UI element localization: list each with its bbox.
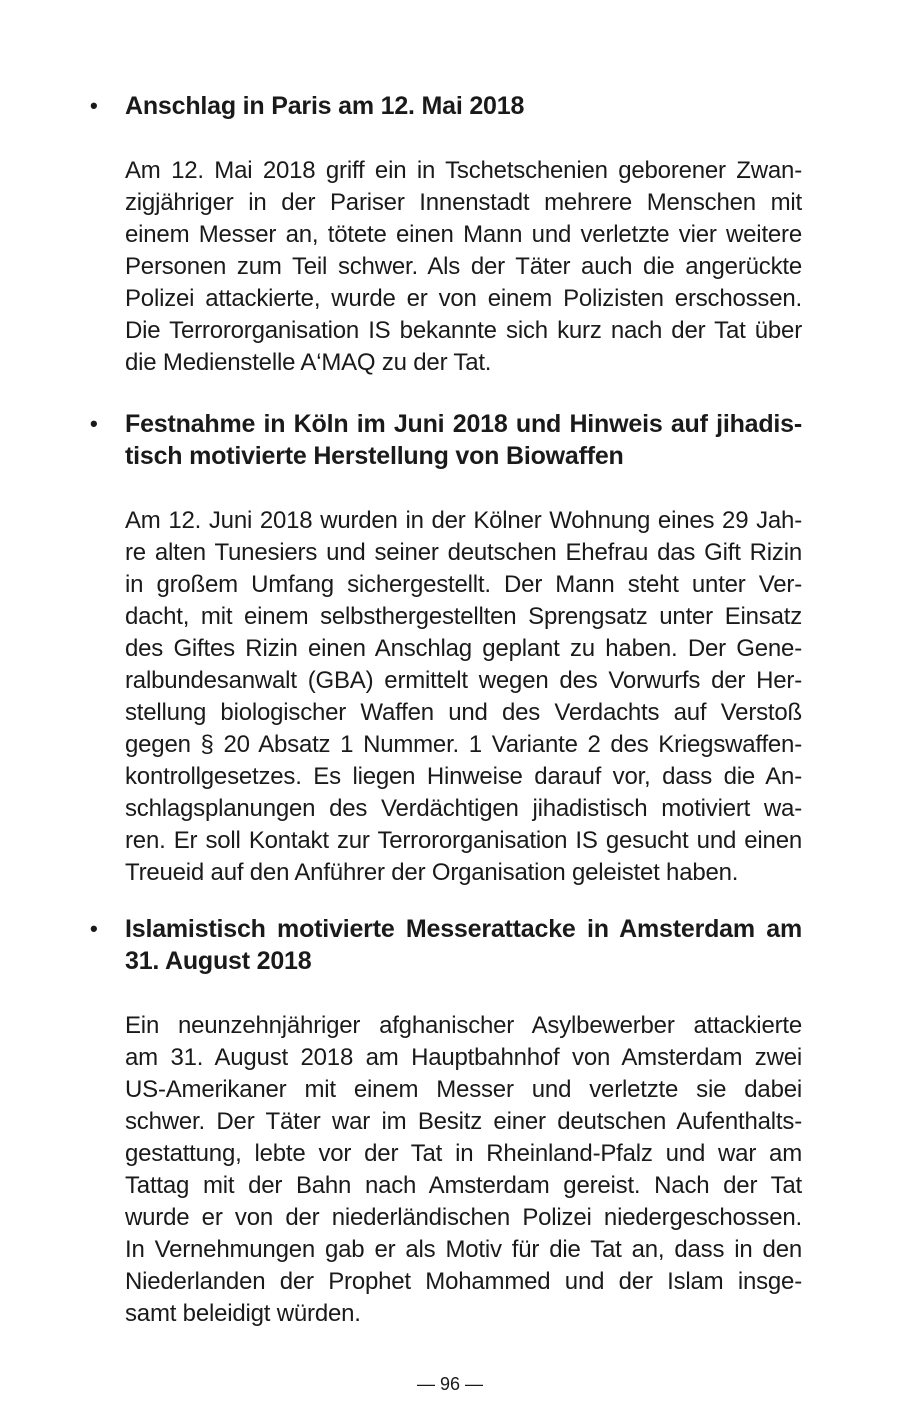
body-line: re alten Tunesiers und seiner deutschen Ehefrau das Gift Rizin — [125, 539, 802, 566]
body-line: Die Terrororganisation IS bekannte sich kurz nach der Tat über — [125, 317, 802, 344]
bullet-marker: • — [90, 916, 98, 941]
body-line: am 31. August 2018 am Hauptbahnhof von Amsterdam zwei — [125, 1044, 802, 1071]
body-line: kontrollgesetzes. Es liegen Hinweise darauf vor, dass die An- — [125, 763, 802, 790]
body-line: zigjähriger in der Pariser Innenstadt mehrere Menschen mit — [125, 189, 802, 216]
body-line: des Giftes Rizin einen Anschlag geplant zu haben. Der Gene- — [125, 635, 802, 662]
section-body — [125, 505, 802, 889]
section-heading — [125, 90, 802, 122]
body-line: schlagsplanungen des Verdächtigen jihadistisch motiviert wa- — [125, 795, 802, 822]
body-line: Ein neunzehnjähriger afghanischer Asylbewerber attackierte — [125, 1012, 802, 1039]
section-heading-row — [90, 913, 802, 977]
body-line: gestattung, lebte vor der Tat in Rheinland-Pfalz und war am — [125, 1140, 802, 1167]
body-line: ralbundesanwalt (GBA) ermittelt wegen des Vorwurfs der Her- — [125, 667, 802, 694]
body-line: samt beleidigt würden. — [125, 1300, 361, 1327]
body-line: stellung biologischer Waffen und des Verdachts auf Verstoß — [125, 699, 802, 726]
bullet-marker: • — [90, 411, 98, 436]
section-body — [125, 1010, 802, 1330]
body-line: Niederlanden der Prophet Mohammed und der Islam insge- — [125, 1268, 802, 1295]
section-heading — [125, 408, 802, 472]
body-line: dacht, mit einem selbsthergestellten Sprengsatz unter Einsatz — [125, 603, 802, 630]
body-line: gegen § 20 Absatz 1 Nummer. 1 Variante 2 des Kriegswaffen- — [125, 731, 802, 758]
body-line: In Vernehmungen gab er als Motiv für die Tat an, dass in den — [125, 1236, 802, 1263]
section-heading-row — [90, 90, 802, 122]
body-line: US-Amerikaner mit einem Messer und verletzte sie dabei — [125, 1076, 802, 1103]
section-cologne-arrest — [90, 408, 802, 889]
page-number: — 96 — — [416, 1374, 484, 1394]
section-heading-row — [90, 408, 802, 472]
body-line: einem Messer an, tötete einen Mann und verletzte vier weitere — [125, 221, 802, 248]
body-line: Treueid auf den Anführer der Organisation geleistet haben. — [125, 859, 739, 886]
body-line: Personen zum Teil schwer. Als der Täter auch die angerückte — [125, 253, 802, 280]
heading-line: 31. August 2018 — [125, 947, 312, 975]
section-body — [125, 155, 802, 379]
section-paris-attack — [90, 90, 802, 379]
heading-line: Islamistisch motivierte Messerattacke in Amsterdam am — [125, 915, 802, 943]
section-heading — [125, 913, 802, 977]
heading-line: Festnahme in Köln im Juni 2018 und Hinweis auf jihadis- — [125, 410, 802, 438]
body-line: in großem Umfang sichergestellt. Der Mann steht unter Ver- — [125, 571, 802, 598]
body-line: wurde er von der niederländischen Polizei niedergeschossen. — [125, 1204, 802, 1231]
bullet-marker: • — [90, 93, 98, 118]
body-line: schwer. Der Täter war im Besitz einer deutschen Aufenthalts- — [125, 1108, 802, 1135]
heading-line: tisch motivierte Herstellung von Biowaffen — [125, 442, 624, 470]
body-line: ren. Er soll Kontakt zur Terrororganisation IS gesucht und einen — [125, 827, 802, 854]
body-line: Am 12. Juni 2018 wurden in der Kölner Wohnung eines 29 Jah- — [125, 507, 802, 534]
body-line: die Medienstelle A‘MAQ zu der Tat. — [125, 349, 492, 376]
body-line: Am 12. Mai 2018 griff ein in Tschetschenien geborener Zwan- — [125, 157, 802, 184]
heading-line: Anschlag in Paris am 12. Mai 2018 — [125, 92, 525, 120]
body-line: Polizei attackierte, wurde er von einem Polizisten erschossen. — [125, 285, 802, 312]
section-amsterdam-attack — [90, 913, 802, 1330]
body-line: Tattag mit der Bahn nach Amsterdam gereist. Nach der Tat — [125, 1172, 802, 1199]
